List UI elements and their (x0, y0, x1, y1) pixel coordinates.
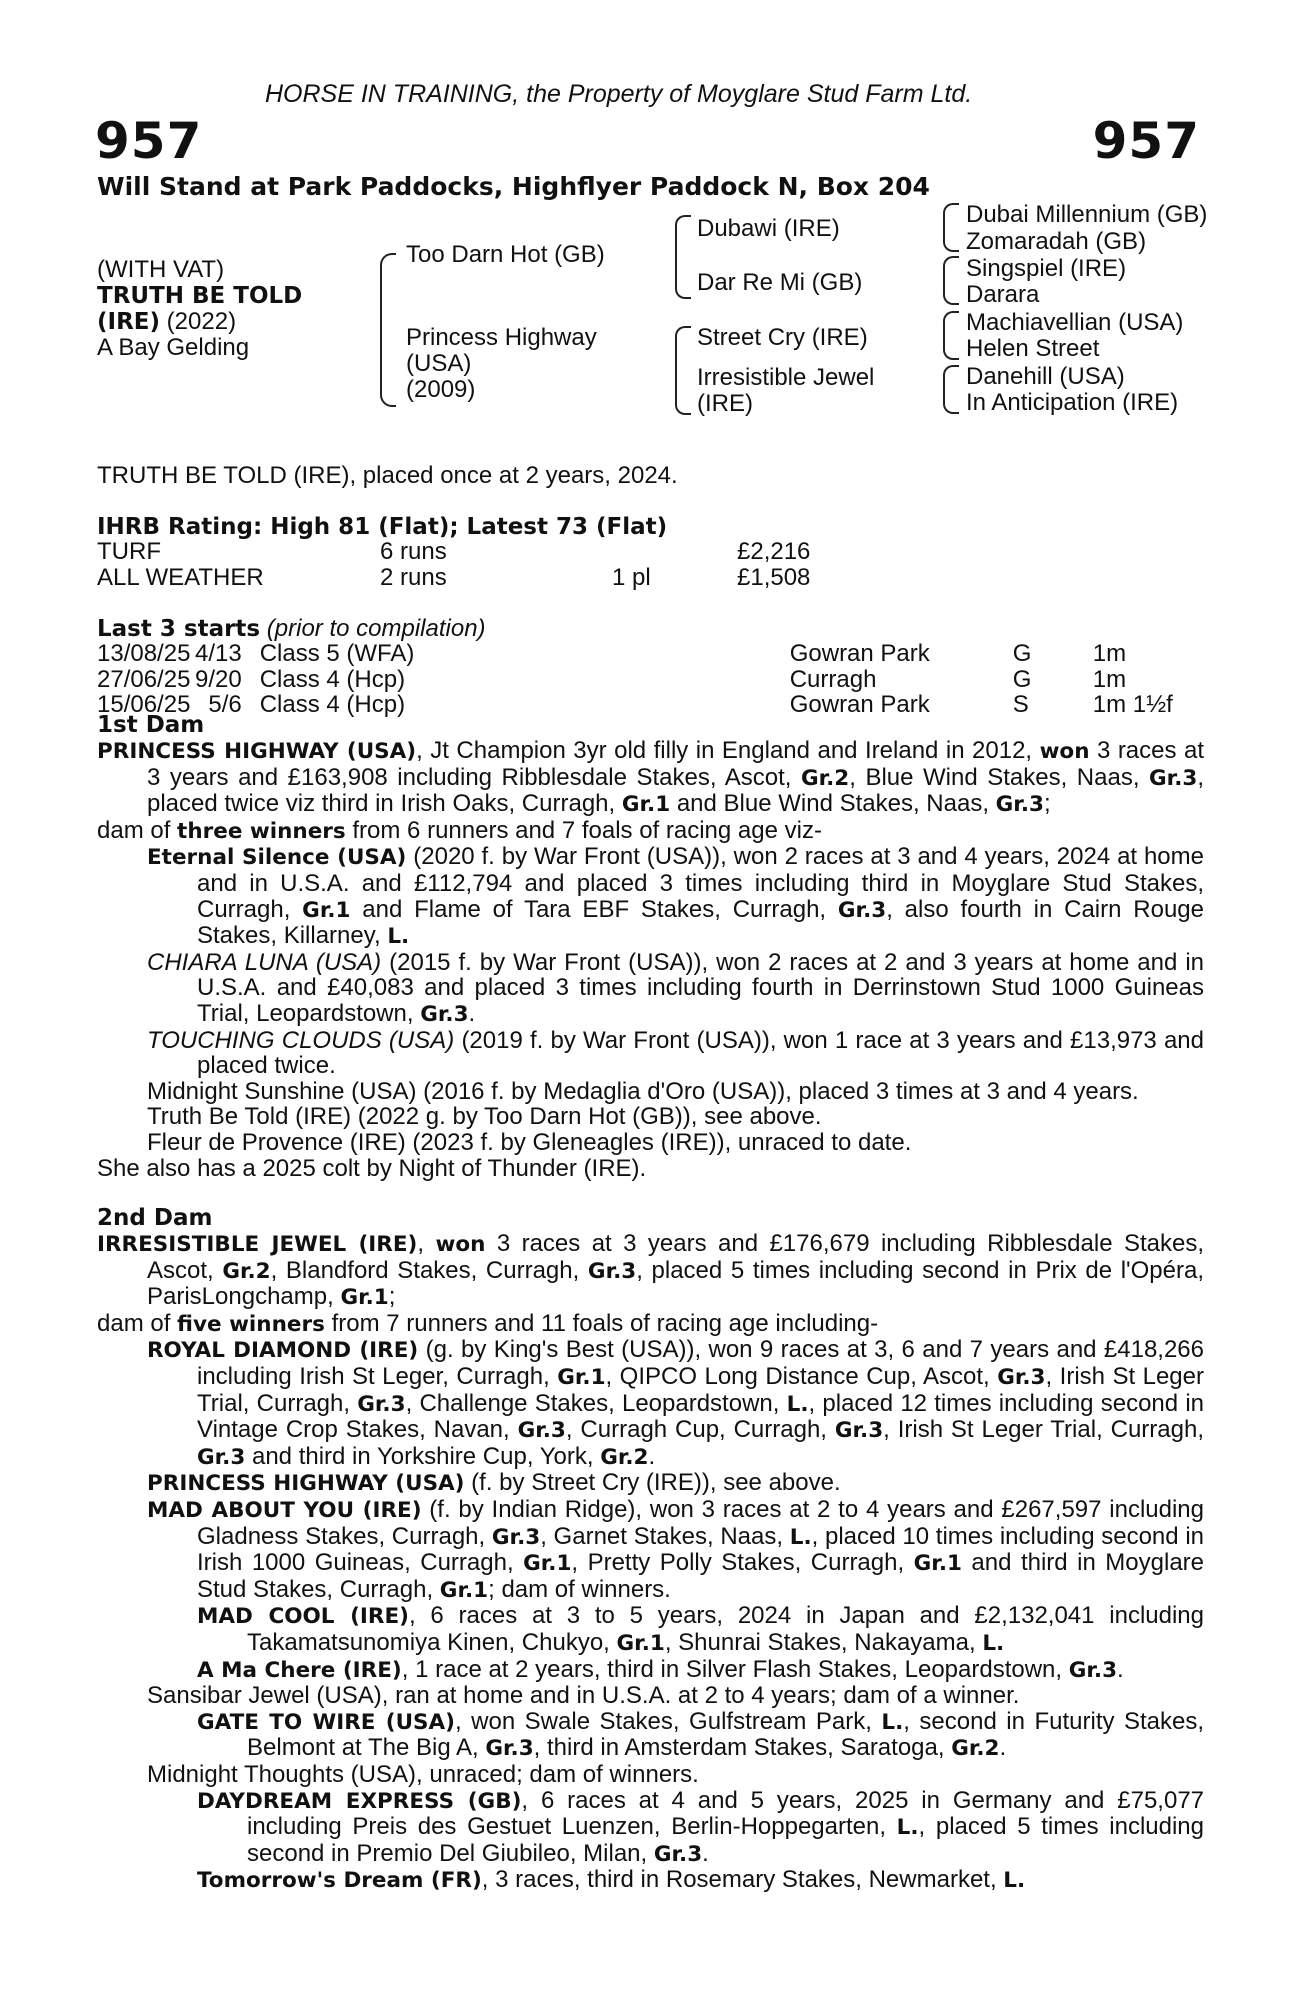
italic-text: TOUCHING CLOUDS (USA) (147, 1026, 455, 1054)
bold-text: Gr.1 (913, 1551, 962, 1577)
pedigree-paragraph (97, 1683, 1204, 1709)
text-run: 3 races at 3 years and £163,908 including Ribblesdale Stakes, Ascot, (147, 737, 1204, 791)
pedigree-brace (380, 253, 396, 407)
start-date: 15/06/25 (97, 691, 191, 719)
text-run: (2020 f. by War Front (USA)), won 2 races at 3 and 4 years, 2024 at home and in U.S.A. and £112,794 and placed 3 times including third in Moyglare Stud Stakes, Curragh, (197, 843, 1204, 923)
text-run: , Shunrai Stakes, Nakayama, (664, 1629, 983, 1656)
race-summary: TRUTH BE TOLD (IRE), placed once at 2 years, 2024. (97, 462, 678, 489)
bold-text: PRINCESS HIGHWAY (USA) (97, 739, 417, 764)
bold-text: Gr.1 (523, 1551, 572, 1577)
bold-text: L. (789, 1524, 812, 1550)
bold-text: A Ma Chere (IRE) (197, 1657, 402, 1683)
bold-text: won (435, 1232, 486, 1258)
pedigree-paragraph (97, 1130, 1204, 1156)
text-run: . (999, 1734, 1007, 1762)
text-run: ; dam of winners. (488, 1575, 671, 1603)
start-course: Curragh (789, 665, 877, 693)
bold-text: won (1039, 739, 1090, 764)
bold-text: Gr.3 (587, 1258, 637, 1284)
text-run: , also fourth in Cairn Rouge Stakes, Killarney, (197, 895, 1204, 950)
start-going: S (1012, 691, 1029, 719)
text-run: and third in Moyglare Stud Stakes, Curragh, (197, 1549, 1205, 1603)
pedigree-paragraph (97, 844, 1204, 949)
bold-text: L. (786, 1391, 809, 1417)
pedigree-brace (943, 256, 959, 305)
pedigree-sire: Too Darn Hot (GB) (406, 241, 605, 268)
bold-text: Gr.2 (951, 1736, 1000, 1762)
rating-placed: 1 pl (612, 563, 651, 591)
pedigree-paragraph (97, 1470, 1204, 1497)
pedigree-paragraph (97, 1311, 1204, 1338)
rating-row (97, 539, 810, 565)
rating-runs: 2 runs (380, 563, 447, 591)
start-row (97, 667, 1173, 693)
start-date: 13/08/25 (97, 640, 191, 667)
pedigree-brace (943, 311, 959, 360)
text-run: , Irish St Leger Trial, Curragh, (197, 1363, 1204, 1417)
bold-text: Gr.3 (834, 1418, 884, 1444)
pedigree-brace (675, 326, 691, 415)
start-course: Gowran Park (789, 691, 930, 719)
start-going: G (1012, 665, 1032, 693)
pedigree-paragraph (97, 1028, 1204, 1079)
text-run: , Garnet Stakes, Naas, (540, 1522, 790, 1550)
pedigree-sire-sire: Dubawi (IRE) (697, 215, 840, 242)
text-run: . (1117, 1655, 1124, 1683)
pedigree-brace (943, 203, 959, 252)
pedigree-brace (675, 215, 691, 299)
bold-text: Gr.1 (616, 1631, 665, 1656)
bold-text: Gr.2 (800, 765, 850, 791)
text-run: and Blue Wind Stakes, Naas, (670, 790, 996, 818)
bold-text: Gr.2 (222, 1258, 271, 1284)
bold-text: Gr.3 (197, 1444, 246, 1470)
bold-text: five winners (177, 1311, 325, 1337)
horse-name: TRUTH BE TOLD (97, 283, 303, 309)
rating-table (97, 539, 810, 590)
start-position: 5/6 (208, 691, 242, 719)
text-run: , placed 12 times including second in Vintage Crop Stakes, Navan, (197, 1389, 1205, 1444)
text-run: . (648, 1442, 656, 1470)
start-course: Gowran Park (789, 640, 930, 667)
text-run: , placed twice viz third in Irish Oaks, Curragh, (147, 763, 1204, 818)
text-run: (f. by Street Cry (IRE)), see above. (464, 1469, 841, 1497)
start-position: 9/20 (195, 665, 242, 693)
bold-text: Gr.1 (439, 1577, 489, 1603)
text-run: , placed 5 times including second in Premio Del Giubileo, Milan, (247, 1813, 1204, 1867)
pedigree-paragraph (97, 1657, 1204, 1684)
pedigree-paragraph (97, 1603, 1204, 1656)
bold-text: L. (881, 1709, 904, 1735)
pedigree-paragraph (97, 1231, 1204, 1311)
lot-number-right: 957 (1092, 112, 1200, 170)
text-run: , 3 races, third in Rosemary Stakes, Newmarket, (481, 1866, 1004, 1894)
bold-text: ROYAL DIAMOND (IRE) (147, 1338, 419, 1364)
text-run: ; (388, 1283, 396, 1311)
bold-text: L. (1003, 1868, 1026, 1894)
start-distance: 1m (1092, 640, 1127, 667)
bold-text: Gr.3 (517, 1418, 566, 1444)
text-run: , Jt Champion 3yr old filly in England and Ireland in 2012, (416, 737, 1040, 764)
start-position: 4/13 (195, 640, 242, 667)
bold-text: Gr.3 (420, 1001, 469, 1027)
text-run: , second in Futurity Stakes, Belmont at The Big A, (247, 1707, 1205, 1762)
bold-text: Gr.3 (491, 1524, 541, 1550)
bold-text: Gr.3 (485, 1736, 534, 1762)
bold-text: three winners (177, 818, 346, 844)
text-run: , third in Amsterdam Stakes, Saratoga, (533, 1734, 952, 1762)
text-run: (g. by King's Best (USA)), won 9 races at 3, 6 and 7 years and £418,266 including Irish St Leger, Curragh, (197, 1336, 1205, 1391)
text-run: , Blandford Stakes, Curragh, (270, 1256, 588, 1284)
pedigree-paragraph (97, 738, 1204, 818)
bold-text: GATE TO WIRE (USA) (197, 1709, 456, 1735)
pedigree-brace (943, 365, 959, 414)
section-title: 1st Dam (97, 712, 205, 738)
text-run: She also has a 2025 colt by Night of Thunder (IRE). (97, 1154, 647, 1182)
start-distance: 1m 1½f (1092, 691, 1173, 719)
text-run: , QIPCO Long Distance Cup, Ascot, (605, 1363, 998, 1391)
text-run: , Challenge Stakes, Leopardstown, (405, 1389, 787, 1417)
text-run: 3 races at 3 years and £176,679 including Ribblesdale Stakes, Ascot, (147, 1230, 1204, 1284)
horse-origin-year: (IRE) (2022) (97, 308, 237, 335)
rating-row (97, 565, 810, 591)
bold-text: DAYDREAM EXPRESS (GB) (197, 1788, 522, 1814)
start-class: Class 4 (Hcp) (259, 691, 406, 719)
catalogue-header: HORSE IN TRAINING, the Property of Moyglare Stud Farm Ltd. (265, 80, 973, 108)
bold-text: Gr.3 (997, 1365, 1046, 1391)
bold-text: Gr.3 (1149, 765, 1198, 791)
text-run: . (702, 1839, 709, 1867)
text-run: , Pretty Polly Stakes, Curragh, (571, 1549, 914, 1577)
bold-text: Gr.3 (1068, 1657, 1118, 1683)
bold-text: PRINCESS HIGHWAY (USA) (147, 1471, 465, 1497)
start-class: Class 4 (Hcp) (259, 665, 406, 693)
text-run: Sansibar Jewel (USA), ran at home and in U.S.A. at 2 to 4 years; dam of a winner. (147, 1682, 1020, 1710)
text-run: , placed 10 times including second in Irish 1000 Guineas, Curragh, (197, 1522, 1205, 1577)
pedigree-dam-dam: Irresistible Jewel (IRE) (697, 364, 875, 417)
start-going: G (1012, 640, 1032, 667)
bold-text: Gr.3 (995, 792, 1044, 818)
pedigree-paragraph (97, 818, 1204, 845)
pedigree-paragraph (97, 950, 1204, 1028)
text-run: dam of (97, 816, 178, 844)
text-run: , 6 races at 4 and 5 years, 2025 in Germany and £75,077 including Preis des Gestuet Luenzen, Berlin-Hoppegarten, (247, 1786, 1205, 1841)
pedigree-gen3-4: Darara (966, 281, 1040, 308)
text-run: Midnight Sunshine (USA) (2016 f. by Medaglia d'Oro (USA)), placed 3 times at 3 and 4 years. (147, 1077, 1139, 1105)
bold-text: MAD COOL (IRE) (197, 1604, 409, 1630)
pedigree-paragraph (97, 1867, 1204, 1894)
text-run: , Blue Wind Stakes, Naas, (849, 763, 1150, 791)
text-run: dam of (97, 1309, 178, 1337)
text-run: from 6 runners and 7 foals of racing age viz- (345, 816, 822, 844)
text-run: (2019 f. by War Front (USA)), won 1 race at 3 years and £13,973 and placed twice. (197, 1026, 1204, 1080)
pedigree-paragraph (97, 1762, 1204, 1788)
text-run: , Irish St Leger Trial, Curragh, (883, 1416, 1204, 1444)
text-run: Fleur de Provence (IRE) (2023 f. by Gleneagles (IRE)), unraced to date. (147, 1128, 912, 1156)
pedigree-gen3-8: In Anticipation (IRE) (966, 389, 1179, 416)
text-run: , placed 5 times including second in Prix de l'Opéra, ParisLongchamp, (147, 1256, 1204, 1311)
text-run: . (468, 999, 476, 1027)
bold-text: Gr.3 (653, 1841, 703, 1867)
horse-description: A Bay Gelding (97, 334, 250, 361)
rating-title: IHRB Rating: High 81 (Flat); Latest 73 (Flat) (97, 514, 668, 540)
text-run: from 7 runners and 11 foals of racing age including- (324, 1309, 879, 1337)
start-class: Class 5 (WFA) (259, 640, 415, 667)
rating-prize: £1,508 (737, 563, 811, 591)
pedigree-paragraph (97, 1788, 1204, 1868)
pedigree-paragraph (97, 1709, 1204, 1762)
bold-text: Gr.3 (837, 897, 887, 923)
start-date: 27/06/25 (97, 665, 191, 693)
bold-text: L. (982, 1631, 1005, 1656)
section-title: 2nd Dam (97, 1205, 213, 1232)
pedigree-dam-sire: Street Cry (IRE) (697, 324, 868, 351)
bold-text: Tomorrow's Dream (FR) (197, 1868, 482, 1894)
pedigree-gen3-6: Helen Street (966, 335, 1100, 362)
italic-text: CHIARA LUNA (USA) (147, 948, 382, 976)
pedigree-paragraph (97, 1104, 1204, 1130)
bold-text: L. (387, 924, 410, 950)
bold-text: Gr.3 (357, 1391, 406, 1417)
rating-surface: TURF (97, 538, 161, 565)
bold-text: Gr.2 (600, 1444, 649, 1470)
text-run: , 1 race at 2 years, third in Silver Flash Stakes, Leopardstown, (401, 1655, 1069, 1683)
stand-location: Will Stand at Park Paddocks, Highflyer Paddock N, Box 204 (97, 172, 930, 201)
rating-surface: ALL WEATHER (97, 563, 264, 591)
pedigree-gen3-1: Dubai Millennium (GB) (966, 201, 1208, 228)
pedigree-gen3-2: Zomaradah (GB) (966, 228, 1147, 255)
dam-sections (97, 712, 1204, 1894)
pedigree-paragraph (97, 1337, 1204, 1470)
text-run: , Curragh Cup, Curragh, (565, 1416, 835, 1444)
text-run: , won Swale Stakes, Gulfstream Park, (455, 1707, 882, 1735)
bold-text: L. (896, 1815, 919, 1841)
bold-text: Gr.1 (340, 1285, 389, 1311)
bold-text: MAD ABOUT YOU (IRE) (147, 1498, 422, 1524)
text-run: (2015 f. by War Front (USA)), won 2 races at 2 and 3 years at home and in U.S.A. and £40,083 and placed 3 times including fourth in Derrinstown Stud 1000 Guineas Trial, Leopardstown, (197, 948, 1204, 1027)
bold-text: IRRESISTIBLE JEWEL (IRE) (97, 1232, 418, 1258)
text-run: (f. by Indian Ridge), won 3 races at 2 to 4 years and £267,597 including Gladness Stakes, Curragh, (197, 1496, 1204, 1550)
start-row (97, 641, 1173, 667)
text-run: ; (1043, 790, 1051, 818)
rating-prize: £2,216 (737, 538, 811, 565)
pedigree-gen3-7: Danehill (USA) (966, 363, 1125, 390)
last-starts-table (97, 641, 1173, 718)
last-starts-heading: Last 3 starts (prior to compilation) (97, 615, 486, 642)
text-run: Midnight Thoughts (USA), unraced; dam of winners. (147, 1760, 699, 1788)
pedigree-gen3-5: Machiavellian (USA) (966, 309, 1184, 336)
pedigree-paragraph (97, 1079, 1204, 1105)
text-run: , 6 races at 3 to 5 years, 2024 in Japan and £2,132,041 including Takamatsunomiya Kinen, Chukyo, (247, 1602, 1204, 1656)
vat-note: (WITH VAT) (97, 256, 225, 283)
bold-text: Eternal Silence (USA) (147, 845, 407, 871)
pedigree-paragraph (97, 1497, 1204, 1603)
pedigree-sire-dam: Dar Re Mi (GB) (697, 269, 863, 296)
lot-number-left: 957 (95, 112, 203, 170)
text-run: and third in Yorkshire Cup, York, (245, 1442, 601, 1470)
pedigree-dam: Princess Highway (USA) (2009) (406, 324, 597, 403)
bold-text: Gr.1 (621, 792, 671, 818)
pedigree-gen3-3: Singspiel (IRE) (966, 255, 1127, 282)
rating-placed (612, 539, 737, 565)
start-distance: 1m (1092, 665, 1127, 693)
text-run: , (417, 1230, 436, 1258)
bold-text: Gr.1 (302, 897, 351, 923)
bold-text: Gr.1 (557, 1365, 606, 1391)
rating-runs: 6 runs (380, 538, 447, 565)
text-run: and Flame of Tara EBF Stakes, Curragh, (350, 895, 838, 923)
text-run: Truth Be Told (IRE) (2022 g. by Too Darn Hot (GB)), see above. (147, 1103, 822, 1131)
pedigree-paragraph (97, 1156, 1204, 1182)
